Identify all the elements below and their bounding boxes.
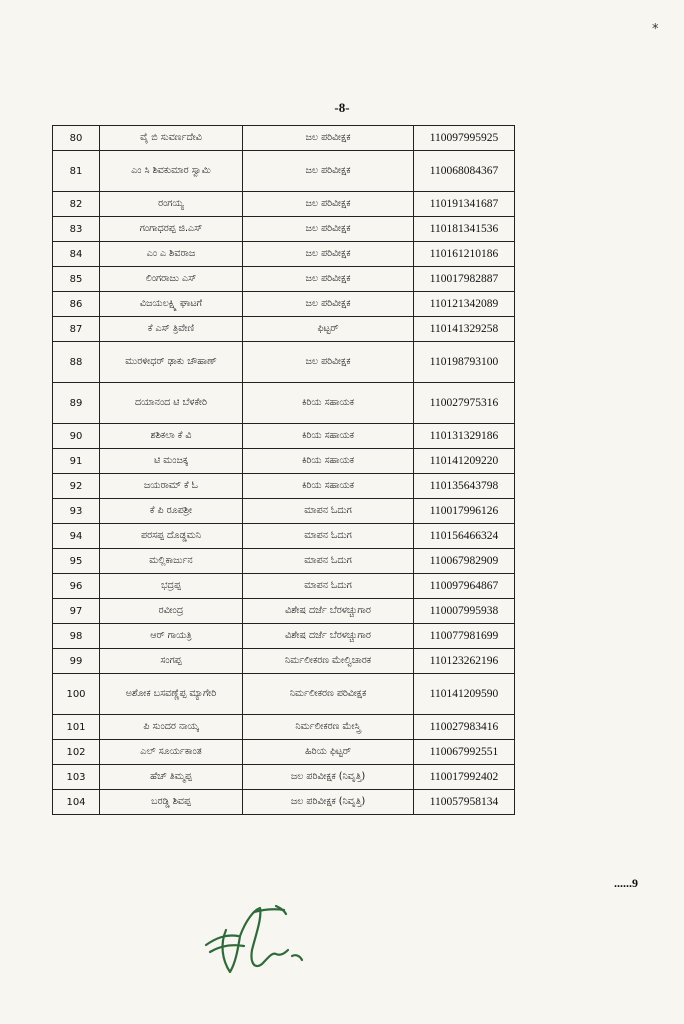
employee-name-cell: ಪರಸಪ್ಪ ದೊಡ್ಡಮನಿ (100, 524, 243, 549)
designation-cell: ಜಲ ಪರಿವೀಕ್ಷಕ (243, 242, 414, 267)
table-row (53, 267, 515, 292)
serial-number-cell: 104 (53, 790, 100, 815)
designation-cell: ನಿರ್ಮಲೀಕರಣ ಮೇಸ್ತ್ರಿ (243, 715, 414, 740)
designation-cell: ಜಲ ಪರಿವೀಕ್ಷಕ (ನಿವೃತ್ತಿ) (243, 790, 414, 815)
table-row (53, 449, 515, 474)
serial-number-cell: 87 (53, 317, 100, 342)
serial-number-cell: 96 (53, 574, 100, 599)
table-row (53, 292, 515, 317)
designation-cell: ಜಲ ಪರಿವೀಕ್ಷಕ (243, 217, 414, 242)
employee-name-cell: ಕೆ ಎಸ್ ತ್ರಿವೇಣಿ (100, 317, 243, 342)
designation-cell: ನಿರ್ಮಲೀಕರಣ ಮೇಲ್ವಿಚಾರಕ (243, 649, 414, 674)
signature-icon (196, 900, 306, 980)
kgid-number-cell: 110161210186 (414, 242, 515, 267)
serial-number-cell: 99 (53, 649, 100, 674)
designation-cell: ಜಲ ಪರಿವೀಕ್ಷಕ (243, 192, 414, 217)
designation-cell: ಕಿರಿಯ ಸಹಾಯಕ (243, 449, 414, 474)
kgid-number-cell: 110077981699 (414, 624, 515, 649)
employee-name-cell: ರಂಗಯ್ಯ (100, 192, 243, 217)
table-row (53, 549, 515, 574)
kgid-number-cell: 110198793100 (414, 342, 515, 383)
employee-name-cell: ಬರಡ್ಡಿ ಶಿವಪ್ಪ (100, 790, 243, 815)
designation-cell: ಫಿಟ್ಟರ್ (243, 317, 414, 342)
table-row (53, 499, 515, 524)
kgid-number-cell: 110141209220 (414, 449, 515, 474)
table-row (53, 474, 515, 499)
designation-cell: ಮಾಪನ ಓದುಗ (243, 549, 414, 574)
kgid-number-cell: 110123262196 (414, 649, 515, 674)
kgid-number-cell: 110135643798 (414, 474, 515, 499)
employee-name-cell: ಸಂಗಪ್ಪ (100, 649, 243, 674)
serial-number-cell: 92 (53, 474, 100, 499)
kgid-number-cell: 110131329186 (414, 424, 515, 449)
staff-table (52, 125, 515, 815)
serial-number-cell: 100 (53, 674, 100, 715)
designation-cell: ಜಲ ಪರಿವೀಕ್ಷಕ (243, 292, 414, 317)
table-row (53, 649, 515, 674)
employee-name-cell: ಮುರಳೀಧರ್ ಢಾಕು ಚೌಹಾಣ್ (100, 342, 243, 383)
table-row (53, 192, 515, 217)
employee-name-cell: ಎಂ ಸಿ ಶಿವಕುಮಾರ ಸ್ವಾಮಿ (100, 151, 243, 192)
designation-cell: ಮಾಪನ ಓದುಗ (243, 524, 414, 549)
kgid-number-cell: 110057958134 (414, 790, 515, 815)
serial-number-cell: 101 (53, 715, 100, 740)
serial-number-cell: 81 (53, 151, 100, 192)
serial-number-cell: 80 (53, 126, 100, 151)
employee-name-cell: ಲಿಂಗರಾಜು ಎಸ್ (100, 267, 243, 292)
table-row (53, 574, 515, 599)
employee-name-cell: ಕೆ ಪಿ ರೂಪಶ್ರೀ (100, 499, 243, 524)
employee-name-cell: ಆರ್ ಗಾಯತ್ರಿ (100, 624, 243, 649)
serial-number-cell: 103 (53, 765, 100, 790)
kgid-number-cell: 110141209590 (414, 674, 515, 715)
serial-number-cell: 93 (53, 499, 100, 524)
serial-number-cell: 89 (53, 383, 100, 424)
designation-cell: ಕಿರಿಯ ಸಹಾಯಕ (243, 383, 414, 424)
table-row (53, 790, 515, 815)
employee-name-cell: ಜಯರಾಮ್ ಕೆ ಓ (100, 474, 243, 499)
kgid-number-cell: 110007995938 (414, 599, 515, 624)
serial-number-cell: 84 (53, 242, 100, 267)
serial-number-cell: 83 (53, 217, 100, 242)
employee-name-cell: ಎಂ ಎ ಶಿವರಾಜ (100, 242, 243, 267)
kgid-number-cell: 110027975316 (414, 383, 515, 424)
serial-number-cell: 102 (53, 740, 100, 765)
kgid-number-cell: 110097964867 (414, 574, 515, 599)
kgid-number-cell: 110067992551 (414, 740, 515, 765)
serial-number-cell: 98 (53, 624, 100, 649)
designation-cell: ಜಲ ಪರಿವೀಕ್ಷಕ (ನಿವೃತ್ತಿ) (243, 765, 414, 790)
kgid-number-cell: 110017992402 (414, 765, 515, 790)
serial-number-cell: 88 (53, 342, 100, 383)
table-row (53, 242, 515, 267)
designation-cell: ಹಿರಿಯ ಫಿಟ್ಟರ್ (243, 740, 414, 765)
table-row (53, 715, 515, 740)
table-row (53, 765, 515, 790)
kgid-number-cell: 110191341687 (414, 192, 515, 217)
table-row (53, 524, 515, 549)
employee-name-cell: ವಿಜಯಲಕ್ಷ್ಮಿ ಘಾಟಗೆ (100, 292, 243, 317)
employee-name-cell: ಹೆಚ್ ತಿಮ್ಮಪ್ಪ (100, 765, 243, 790)
serial-number-cell: 91 (53, 449, 100, 474)
kgid-number-cell: 110181341536 (414, 217, 515, 242)
serial-number-cell: 86 (53, 292, 100, 317)
employee-name-cell: ರವೀಂದ್ರ (100, 599, 243, 624)
employee-name-cell: ಎಲ್ ಸೂರ್ಯಕಾಂತ (100, 740, 243, 765)
table-row (53, 342, 515, 383)
employee-name-cell: ದಯಾನಂದ ಟಿ ಬೆಳಕೇರಿ (100, 383, 243, 424)
kgid-number-cell: 110068084367 (414, 151, 515, 192)
designation-cell: ಕಿರಿಯ ಸಹಾಯಕ (243, 424, 414, 449)
serial-number-cell: 85 (53, 267, 100, 292)
kgid-number-cell: 110097995925 (414, 126, 515, 151)
staff-table-body (53, 126, 515, 815)
table-row (53, 674, 515, 715)
employee-name-cell: ಮಲ್ಲಿಕಾರ್ಜುನ (100, 549, 243, 574)
serial-number-cell: 97 (53, 599, 100, 624)
kgid-number-cell: 110156466324 (414, 524, 515, 549)
designation-cell: ಕಿರಿಯ ಸಹಾಯಕ (243, 474, 414, 499)
kgid-number-cell: 110141329258 (414, 317, 515, 342)
table-row (53, 599, 515, 624)
designation-cell: ವಿಶೇಷ ದರ್ಜೆ ಬೆರಳಚ್ಚುಗಾರ (243, 599, 414, 624)
table-row (53, 383, 515, 424)
kgid-number-cell: 110017982887 (414, 267, 515, 292)
employee-name-cell: ಪಿ ಸುಂದರ ನಾಯ್ಕ (100, 715, 243, 740)
serial-number-cell: 90 (53, 424, 100, 449)
serial-number-cell: 94 (53, 524, 100, 549)
serial-number-cell: 95 (53, 549, 100, 574)
employee-name-cell: ಅಶೋಕ ಬಸವಣ್ಣೆಪ್ಪ ಮ್ಯಾಗೇರಿ (100, 674, 243, 715)
kgid-number-cell: 110121342089 (414, 292, 515, 317)
designation-cell: ಜಲ ಪರಿವೀಕ್ಷಕ (243, 151, 414, 192)
employee-name-cell: ಟಿ ಮಂಜಕ್ಕ (100, 449, 243, 474)
employee-name-cell: ಭದ್ರಪ್ಪ (100, 574, 243, 599)
employee-name-cell: ವೈ ಬಿ ಸುವರ್ಣದೇವಿ (100, 126, 243, 151)
corner-mark: * (652, 22, 659, 37)
page-number: -8- (334, 100, 350, 115)
kgid-number-cell: 110027983416 (414, 715, 515, 740)
table-row (53, 126, 515, 151)
table-row (53, 424, 515, 449)
serial-number-cell: 82 (53, 192, 100, 217)
table-row (53, 624, 515, 649)
designation-cell: ಜಲ ಪರಿವೀಕ್ಷಕ (243, 126, 414, 151)
table-row (53, 217, 515, 242)
kgid-number-cell: 110017996126 (414, 499, 515, 524)
designation-cell: ಜಲ ಪರಿವೀಕ್ಷಕ (243, 342, 414, 383)
designation-cell: ಮಾಪನ ಓದುಗ (243, 499, 414, 524)
designation-cell: ವಿಶೇಷ ದರ್ಜೆ ಬೆರಳಚ್ಚುಗಾರ (243, 624, 414, 649)
employee-name-cell: ಶಶಿಕಲಾ ಕೆ ವಿ (100, 424, 243, 449)
continued-marker: ......9 (614, 876, 638, 890)
designation-cell: ಜಲ ಪರಿವೀಕ್ಷಕ (243, 267, 414, 292)
table-row (53, 151, 515, 192)
designation-cell: ಮಾಪನ ಓದುಗ (243, 574, 414, 599)
employee-name-cell: ಗಂಗಾಧರಪ್ಪ ಜಿ.ಎಸ್ (100, 217, 243, 242)
kgid-number-cell: 110067982909 (414, 549, 515, 574)
designation-cell: ನಿರ್ಮಲೀಕರಣ ಪರಿವೀಕ್ಷಕ (243, 674, 414, 715)
table-row (53, 740, 515, 765)
table-row (53, 317, 515, 342)
